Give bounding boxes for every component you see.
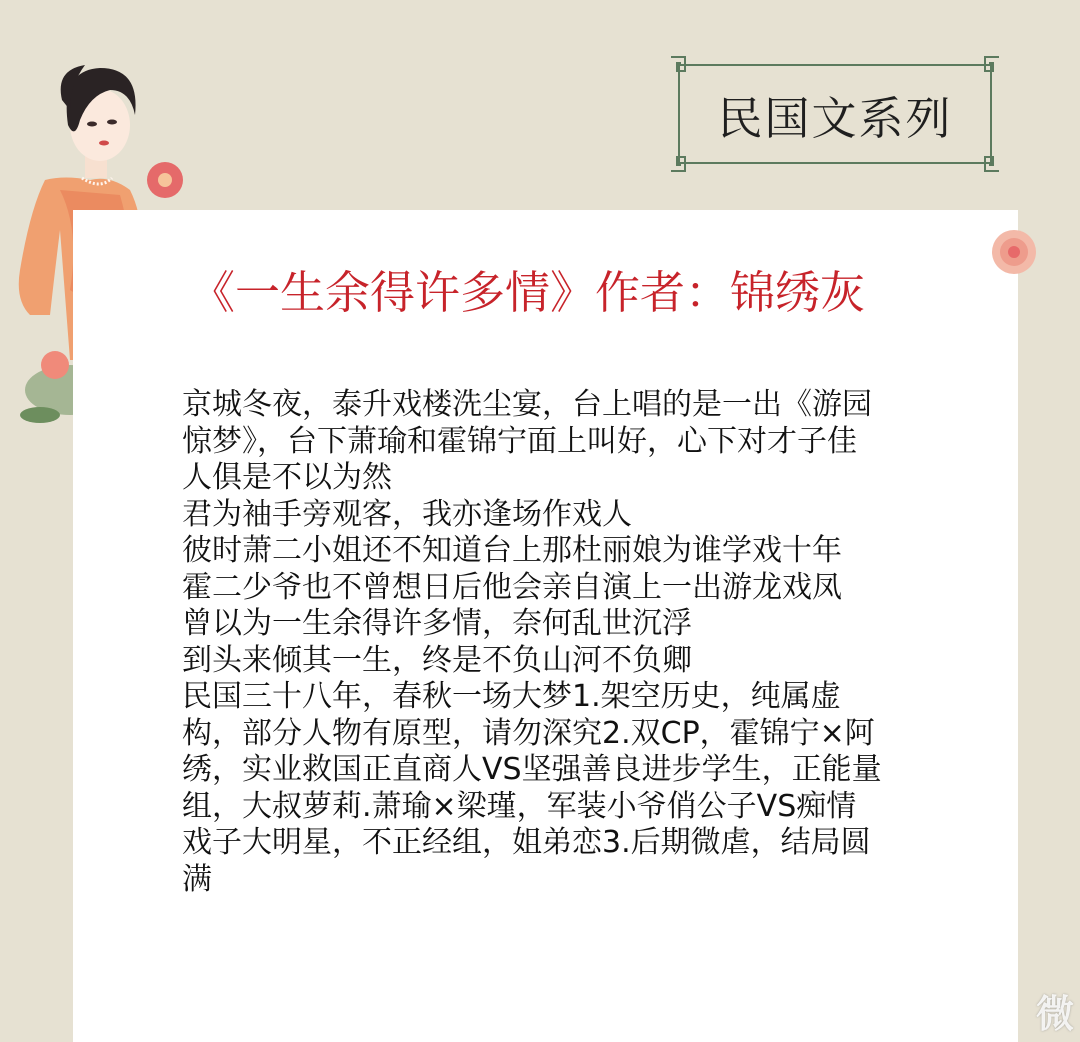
synopsis-line: 君为袖手旁观客，我亦逢场作戏人	[182, 496, 632, 532]
synopsis-line: 绣，实业救国正直商人VS坚强善良进步学生，正能量	[182, 752, 882, 787]
synopsis-line: 京城冬夜，泰升戏楼洗尘宴，台上唱的是一出《游园	[182, 387, 872, 422]
synopsis-line: 惊梦》，台下萧瑜和霍锦宁面上叫好，心下对才子佳	[182, 423, 857, 459]
flower-icon	[988, 226, 1040, 278]
synopsis-line: 组，大叔萝莉.萧瑜×梁瑾，军装小爷俏公子VS痴情	[182, 788, 857, 824]
watermark: 微	[1035, 992, 1074, 1036]
book-title: 《一生余得许多情》作者：锦绣灰	[190, 266, 866, 319]
series-label-box	[669, 55, 1001, 173]
synopsis-line: 满	[182, 861, 212, 897]
synopsis-line: 曾以为一生余得许多情，奈何乱世沉浮	[182, 606, 692, 641]
synopsis-line: 霍二少爷也不曾想日后他会亲自演上一出游龙戏凤	[182, 569, 842, 605]
synopsis-line: 人俱是不以为然	[182, 460, 392, 495]
series-title: 民国文系列	[717, 91, 953, 145]
synopsis-line: 民国三十八年，春秋一场大梦1.架空历史，纯属虚	[182, 679, 841, 714]
synopsis	[182, 387, 952, 898]
synopsis-line: 到头来倾其一生，终是不负山河不负卿	[182, 642, 692, 678]
synopsis-line: 戏子大明星，不正经组，姐弟恋3.后期微虐，结局圆	[182, 825, 871, 860]
synopsis-line: 彼时萧二小姐还不知道台上那杜丽娘为谁学戏十年	[182, 533, 842, 568]
synopsis-line: 构，部分人物有原型，请勿深究2.双CP，霍锦宁×阿	[182, 715, 875, 751]
